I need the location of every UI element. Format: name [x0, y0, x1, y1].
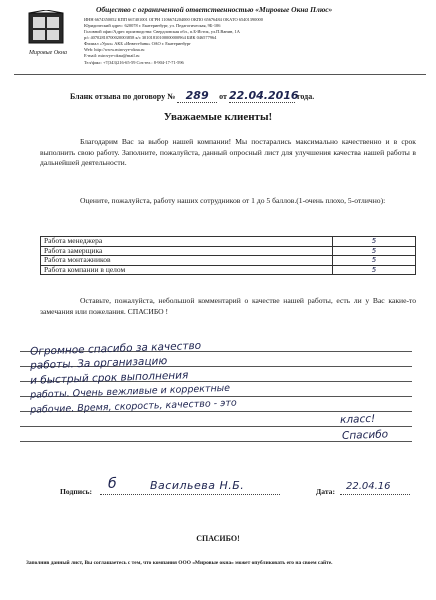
- table-row: [41, 237, 416, 247]
- company-logo: [26, 10, 66, 46]
- form-date-suffix: года.: [296, 92, 315, 101]
- website-line: Web: http://www.mirovye-okna.ru: [84, 47, 145, 52]
- requisites-line: Головной офис/Адрес производства: Свердловская обл., п.Б-Исток, ул.П.Ванин, 1А: [84, 29, 240, 34]
- form-date-prefix: от: [219, 92, 227, 101]
- logo-caption: Мировые Окна: [29, 50, 67, 56]
- phone-line: Тел/факс: +7(343)216-65-59 Сот.тел.: 8-904-17-71-596: [84, 60, 184, 65]
- date-label: Дата:: [316, 487, 335, 496]
- signature-date: 22.04.16: [346, 481, 391, 492]
- intro-paragraph: Благодарим Вас за выбор нашей компании! Мы постарались максимально качественно и в срок выполнить свою работу. Заполните, пожалуйста, данный опросный лист для улучшения качества нашей работы в дальнейшей деятельности.: [40, 137, 416, 167]
- comment-prompt: Оставьте, пожалуйста, небольшой комментарий о качестве нашей работы, есть ли у Вас какие-то замечания или пожелания. СПАСИБО !: [40, 296, 416, 316]
- requisites-line: Филиал «Урал» АКБ «Инвестбанк» ОАО г. Екатеринбург: [84, 41, 191, 46]
- comment-text-line: и быстрый срок выполнения: [29, 369, 189, 387]
- rating-prompt: Оцените, пожалуйста, работу наших сотрудников от 1 до 5 баллов.(1-очень плохо, 5-отлично):: [80, 196, 386, 205]
- comment-text-line: рабочие. Время, скорость, качество - это: [29, 397, 237, 416]
- email-line: E-mail: mirovye-okna@mail.ru: [84, 53, 140, 58]
- form-title-prefix: Бланк отзыва по договору №: [70, 92, 176, 101]
- company-name: Общество с ограниченной ответственностью «Мировые Окна Плюс»: [96, 5, 333, 14]
- ratings-table: [40, 236, 416, 275]
- requisites-line: р/с 40702810700020003858 к/с 30101810100000000964 БИК 046577964: [84, 35, 217, 40]
- table-row: [41, 256, 416, 266]
- date-line: [340, 494, 410, 495]
- rating-label: Работа монтажников: [41, 256, 333, 266]
- rating-label: Работа компании в целом: [41, 265, 333, 275]
- comment-rule: [20, 426, 412, 427]
- comment-text-line: класс!: [339, 412, 376, 427]
- thanks-text: СПАСИБО!: [196, 534, 240, 543]
- requisites-line: ИНН 6674350052 КПП 667401001 ОГРН 1106674204000 ОКПО 65676484 ОКАТО 65401390000: [84, 17, 263, 22]
- footer-note: Заполнив данный лист, Вы соглашаетесь с тем, что компания ООО «Мировые окна» может опубликовать его на своем сайте.: [26, 560, 333, 566]
- table-row: [41, 265, 416, 275]
- contract-number: 289: [177, 89, 217, 103]
- comment-text-line: Огромное спасибо за качество: [29, 339, 202, 358]
- comment-text-line: работы. За организацию: [29, 355, 168, 372]
- rating-label: Работа замерщика: [41, 246, 333, 256]
- signature-label: Подпись:: [60, 487, 92, 496]
- comment-text-line: работы. Очень вежливые и корректные: [29, 382, 231, 401]
- comment-text-line: Спасибо: [341, 428, 389, 443]
- rating-score: 5: [333, 265, 416, 275]
- signature-name: Васильева Н.Б.: [150, 479, 245, 492]
- rating-label: Работа менеджера: [41, 237, 333, 247]
- greeting: Уважаемые клиенты!: [163, 111, 273, 123]
- signature-line: [100, 494, 280, 495]
- rating-score: 5: [333, 237, 416, 247]
- rating-score: 5: [333, 246, 416, 256]
- header-divider: [14, 74, 426, 75]
- rating-score: 5: [333, 256, 416, 266]
- signature-mark: б: [108, 476, 117, 492]
- requisites-line: Юридический адрес: 620078 г. Екатеринбург, ул. Педагогическая, 9Б-106: [84, 23, 221, 28]
- form-title: [70, 89, 314, 103]
- table-row: [41, 246, 416, 256]
- form-date: 22.04.2016: [228, 89, 299, 102]
